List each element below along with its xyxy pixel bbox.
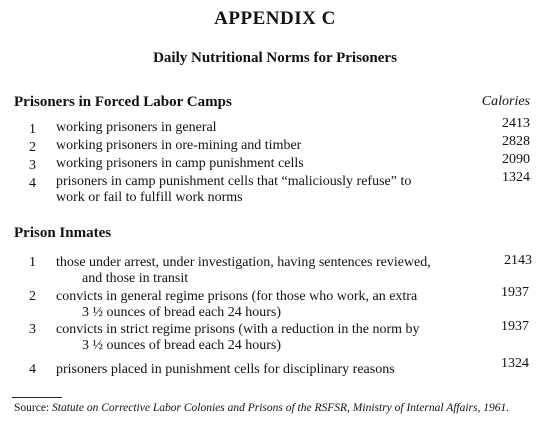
row-description: convicts in general regime prisons (for those who work, an extra 3 ½ ounces of bread each 24 hours) bbox=[56, 289, 418, 320]
row-description: prisoners placed in punishment cells for disciplinary reasons bbox=[56, 362, 395, 377]
document-title: Daily Nutritional Norms for Prisoners bbox=[153, 50, 397, 66]
row-description: convicts in strict regime prisons (with a reduction in the norm by 3 ½ ounces of bread each 24 hours) bbox=[56, 322, 420, 353]
row-number: 1 bbox=[29, 255, 36, 270]
camps-heading: Prisoners in Forced Labor Camps bbox=[14, 94, 232, 110]
source-note bbox=[14, 401, 534, 415]
calorie-value: 1937 bbox=[501, 319, 529, 334]
calories-column-header: Calories bbox=[481, 94, 530, 109]
calorie-value: 1937 bbox=[501, 285, 529, 300]
source-title: Statute on Corrective Labor Colonies and Prisons of the RSFSR, Ministry of Internal Affairs, 1961. bbox=[52, 402, 510, 414]
row-description: those under arrest, under investigation, having sentences reviewed, and those in transit bbox=[56, 255, 431, 286]
calorie-value: 2413 bbox=[502, 116, 530, 131]
row-number: 3 bbox=[29, 322, 36, 337]
footnote-rule bbox=[12, 397, 62, 398]
calorie-value: 2143 bbox=[504, 253, 532, 268]
row-number: 1 bbox=[29, 122, 36, 137]
row-description: working prisoners in general bbox=[56, 120, 217, 135]
row-number: 4 bbox=[29, 176, 36, 191]
row-number: 3 bbox=[29, 158, 36, 173]
row-number: 2 bbox=[29, 140, 36, 155]
source-prefix: Source: bbox=[14, 402, 53, 414]
row-description: working prisoners in camp punishment cells bbox=[56, 156, 304, 171]
calorie-value: 2828 bbox=[502, 134, 530, 149]
row-number: 4 bbox=[29, 362, 36, 377]
calorie-value: 1324 bbox=[502, 170, 530, 185]
row-description: prisoners in camp punishment cells that “maliciously refuse” to work or fail to fulfill work norms bbox=[56, 174, 412, 205]
row-description: working prisoners in ore-mining and timber bbox=[56, 138, 302, 153]
appendix-title: APPENDIX C bbox=[214, 8, 336, 29]
calorie-value: 1324 bbox=[501, 356, 529, 371]
calorie-value: 2090 bbox=[502, 152, 530, 167]
inmates-heading: Prison Inmates bbox=[14, 225, 112, 241]
row-number: 2 bbox=[29, 289, 36, 304]
